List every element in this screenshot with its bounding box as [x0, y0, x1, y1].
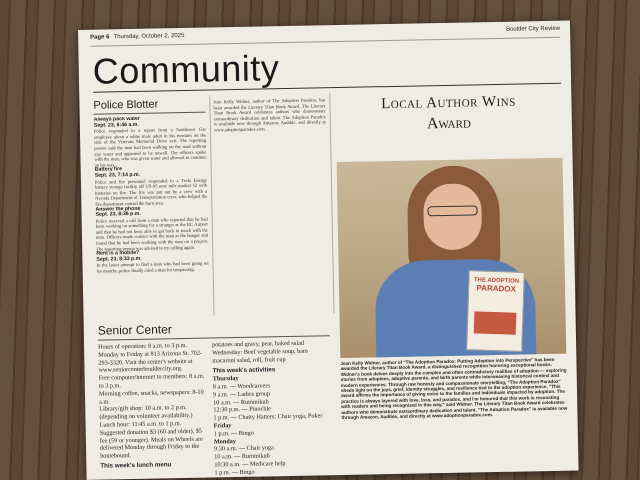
activity-item: 8 a.m. — Woodcarvers [212, 382, 270, 391]
senior-info-paragraph: Lunch hour: 11:45 a.m. to 1 p.m. Suggested donation $3 (60 and older), $5 fee (59 or younger). Meals on Wheels are delivered Monday through Friday to the homebound. [99, 420, 203, 460]
activity-item: 1 p.m. — Chatty Hatters; Chair yoga, Poker [213, 412, 323, 422]
paper-name: Boulder City Review [505, 25, 561, 33]
activity-day [213, 373, 332, 422]
blotter-entry-date: Sept. 23, 7:14 p.m. [94, 171, 141, 179]
activity-day-label: Monday [213, 437, 237, 446]
senior-info-paragraph: Free computer/internet to members: 8 a.m. to 3 p.m. [98, 372, 205, 390]
blotter-entry-date: Sept. 23, 8:33 p.m. [96, 255, 142, 263]
feature-text-column: Jean Kelly Widner, author of The Adoption Paradox, has been awarded the Literary Titan Book Award. The Literary Titan Book Award celebrates authors who demonstrate extraordinary dedication and talent. The Adoption Paradox is available now through Amazon, Audible, and directly at www.adoptionparadox.com. [213, 97, 326, 133]
blotter-rule [94, 112, 206, 115]
blotter-entry [94, 116, 207, 168]
blotter-entry [95, 205, 208, 252]
book-cover-art [474, 311, 517, 334]
senior-info-paragraph: Hours of operation: 8 a.m. to 3 p.m. Monday to Friday at 813 Arizona St. 702-293-3320. Visit the center's website at www.seniorcenterbouldercity.org. [98, 341, 203, 375]
activity-item: 1 p.m. — Bingo [214, 468, 255, 477]
blotter-entry-heading: Always pack water [93, 115, 140, 123]
activity-day-label: Thursday [212, 375, 239, 383]
feature-headline: Award [426, 114, 471, 133]
lunch-menu-heading: This week's lunch menu [100, 461, 172, 470]
author-photo [337, 158, 567, 358]
issue-date: Thursday, October 2, 2025 [113, 32, 185, 41]
section-title: Community [92, 47, 280, 92]
activity-item: 12:30 p.m. — Pinochle [213, 405, 271, 414]
senior-center-col-1 [98, 342, 208, 471]
blotter-entry [95, 166, 208, 207]
menu-item-wednesday: Wednesday: Beef vegetable soup, ham macaroni salad, roll, fruit cup [212, 347, 308, 365]
book-cover [466, 270, 525, 352]
blotter-entry-body: Police responded to a report from a Southwest Gas employee about a white male adult in his twenties on the side of the Veterans Memorial Drive exit. The reporting person said the man had been walking on the road without any water and appeared to be unwell. The officers spoke with the man, who was given water and allowed to continue on his way. [93, 126, 207, 168]
blotter-entry-body: Police and fire personnel responded to a Tesla Energy battery storage facility off US-95 near mile marker 52 with batteries on fire. The fire was put out by a crew with a Nevada Department of Transportation crew, who helped the fire department control the burn area. [94, 177, 208, 207]
blotter-entry-date: Sept. 23, 8:36 p.m. [95, 210, 141, 218]
blotter-entry [96, 250, 208, 275]
blotter-column-1 [94, 116, 210, 318]
activity-item: 10 a.m. — Rummikub [213, 397, 269, 407]
newspaper-page [78, 21, 579, 480]
activities-heading: This week's activities [212, 366, 276, 375]
book-title-line-2: PARADOX [476, 283, 517, 294]
blotter-entry-body: In the latest attempt to find a man who had been going on for months, police finally cited a man for trespassing. [96, 260, 209, 274]
blotter-entry-heading: Answer the phone [95, 205, 141, 213]
book-title-line-1: THE ADOPTION [473, 277, 520, 285]
activity-item: 9 a.m. — Ladies group [212, 390, 271, 399]
senior-center-col-2 [212, 339, 333, 477]
menu-item: potatoes and gravy, pear, baked salad [212, 339, 305, 349]
police-blotter-title: Police Blotter [93, 98, 159, 112]
senior-info-paragraph: Library/gift shop: 10 a.m. to 2 p.m. (depending on volunteer availability.) [99, 404, 193, 421]
photo-caption: Jean Kelly Widner, author of "The Adoption Paradox: Putting Adoption into Perspective" has been awarded the Literary Titan Book Award, a distinguished recognition honoring exceptional books. Widner's book delves deeply into the complex and often contradictory realities of adoption — exploring stories from adoptees, adoptive parents, and birth parents while interweaving historical context and modern experiences. Through raw honesty and compassionate storytelling, "The Adoption Paradox" sheds light on the joys, grief, identity struggles, and resilience tied to the adoption experience. "This award affirms the importance of giving voice to the families and individuals impacted by adoption. The practice is always layered with love, loss, and paradox, and I'm honored that this work is resonating with readers and being recognized in this way," said Widner. The Literary Titan Book Award celebrates authors who demonstrate extraordinary dedication and talent. "The Adoption Paradox" is available now through Amazon, Audible, and directly at www.adoptionparadox.com. [340, 356, 568, 421]
running-header [90, 26, 560, 47]
blotter-entry-heading: Rent is a mobile? [96, 250, 140, 257]
activity-day [214, 436, 333, 477]
feature-kicker: Local Author Wins [381, 93, 516, 113]
activity-item: 9:30 a.m. — Chair yoga [214, 444, 274, 453]
blotter-entry-date: Sept. 23, 6:46 a.m. [93, 121, 139, 129]
author-face [423, 183, 482, 250]
page-number: Page 6 [90, 34, 110, 41]
blotter-entry-body: Police received a call from a man who reported that he had been working on something for a stranger at the RC Airport and that he had not been able to get back in touch with the man. Officers made contact with the man at the hangar and found that he had been working with the man on a project. The reporting person was advised to try calling again. [95, 216, 209, 252]
glasses-icon [427, 205, 477, 216]
senior-info-paragraph: Morning coffee, snacks, newspapers: 8-10 a.m. [98, 388, 204, 406]
activity-item: 1 p.m. — Bingo [213, 429, 254, 438]
column-divider [329, 93, 334, 313]
blotter-entry-heading: Battery fire [94, 166, 123, 174]
activity-item: 10 a.m. — Rummikub [214, 452, 270, 461]
activity-day-label: Friday [213, 422, 232, 430]
senior-center-title: Senior Center [97, 322, 172, 338]
activity-item: 10:30 a.m. — Medicare help [214, 460, 286, 469]
